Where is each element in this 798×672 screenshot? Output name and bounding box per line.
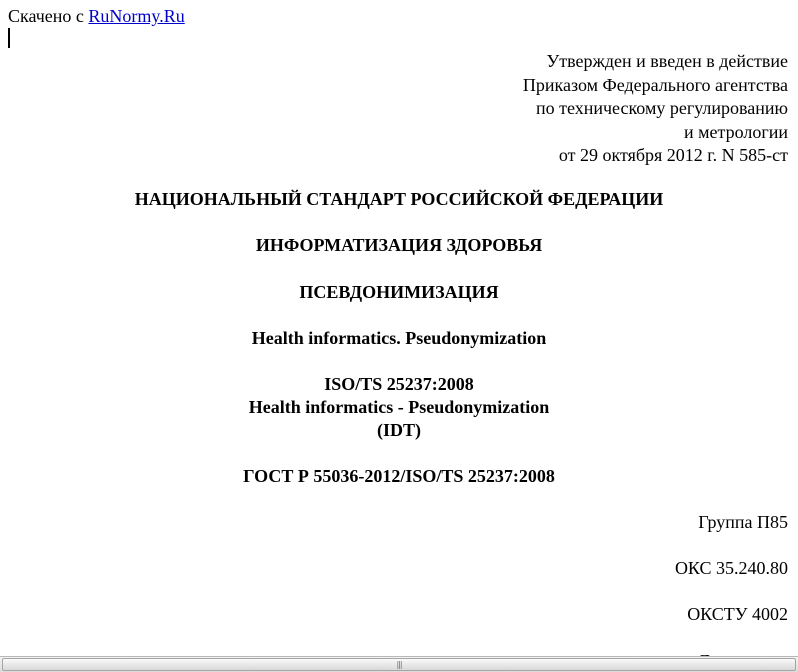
- horizontal-scrollbar[interactable]: [0, 656, 798, 672]
- approval-block: [523, 50, 788, 168]
- national-standard-heading: НАЦИОНАЛЬНЫЙ СТАНДАРТ РОССИЙСКОЙ ФЕДЕРАЦИИ: [134, 189, 664, 209]
- title-ru: ИНФОРМАТИЗАЦИЯ ЗДОРОВЬЯ: [255, 235, 543, 255]
- subtitle-ru: ПСЕВДОНИМИЗАЦИЯ: [299, 282, 499, 302]
- approval-line-1: Утвержден и введен в действие: [546, 51, 788, 71]
- title-en: Health informatics. Pseudonymization: [251, 328, 547, 348]
- oks-code: ОКС 35.240.80: [674, 558, 788, 578]
- okstu-code: ОКСТУ 4002: [687, 604, 788, 624]
- approval-line-4: и метрологии: [684, 121, 788, 142]
- source-prefix: Скачено с: [8, 6, 89, 26]
- text-caret: [8, 28, 10, 48]
- gost-code: ГОСТ Р 55036-2012/ISO/TS 25237:2008: [243, 466, 555, 486]
- iso-code: ISO/TS 25237:2008: [324, 374, 474, 394]
- scrollbar-thumb[interactable]: [2, 658, 796, 671]
- approval-line-3: по техническому регулированию: [535, 98, 788, 118]
- source-line: [8, 6, 185, 27]
- grip-icon: |||: [396, 660, 402, 669]
- runormy-link[interactable]: RuNormy.Ru: [88, 6, 185, 26]
- equivalence-marker: (IDT): [377, 420, 421, 440]
- approval-line-5: от 29 октября 2012 г. N 585-ст: [558, 145, 788, 165]
- approval-line-2: Приказом Федерального агентства: [522, 74, 788, 95]
- group-code: Группа П85: [698, 512, 788, 532]
- iso-title: Health informatics - Pseudonymization: [248, 397, 550, 417]
